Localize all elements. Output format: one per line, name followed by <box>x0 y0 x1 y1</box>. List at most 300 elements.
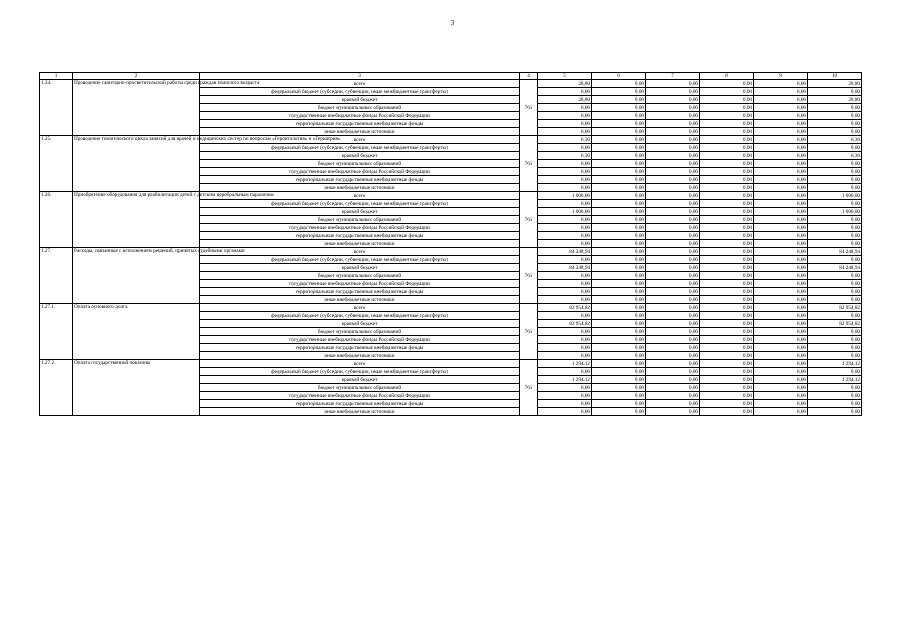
value-cell: 0,00 <box>700 112 754 120</box>
value-cell: 0,00 <box>700 344 754 352</box>
value-cell: 0,00 <box>538 328 592 336</box>
value-cell: 0,00 <box>700 392 754 400</box>
value-cell: 0,00 <box>592 136 646 144</box>
value-cell: 0,00 <box>754 104 808 112</box>
funding-source: государственные внебюджетные фонды Российской Федерации <box>200 392 520 400</box>
value-cell: 0,00 <box>808 288 862 296</box>
value-cell: 0,00 <box>700 200 754 208</box>
value-cell: 0,00 <box>592 296 646 304</box>
value-cell: 0,00 <box>700 240 754 248</box>
item-name: Оплата основного долга <box>73 304 200 360</box>
value-cell: 0,00 <box>646 312 700 320</box>
value-cell: 0,00 <box>646 200 700 208</box>
funding-source: бюджет муниципальных образований <box>200 104 520 112</box>
value-cell: 0,00 <box>646 224 700 232</box>
value-cell: 0,00 <box>808 256 862 264</box>
value-cell: 0,00 <box>538 408 592 416</box>
value-cell: 0,00 <box>592 144 646 152</box>
value-cell: 0,00 <box>646 272 700 280</box>
value-cell: 0,00 <box>808 224 862 232</box>
value-cell: 0,00 <box>538 232 592 240</box>
value-cell: 0,00 <box>754 408 808 416</box>
value-cell: 0,00 <box>754 240 808 248</box>
funding-source: федеральный бюджет (субсидии, субвенции, иные межбюджетные трансферты) <box>200 200 520 208</box>
value-cell: 0,00 <box>700 264 754 272</box>
value-cell: 0,00 <box>538 240 592 248</box>
value-cell: 0,00 <box>538 312 592 320</box>
value-cell: 0,00 <box>538 160 592 168</box>
value-cell: 0,00 <box>592 104 646 112</box>
value-cell: 0,00 <box>700 328 754 336</box>
value-cell: 0,00 <box>700 280 754 288</box>
funding-source: всего <box>200 248 520 256</box>
value-cell: 0,00 <box>592 88 646 96</box>
value-cell: 0,00 <box>700 320 754 328</box>
value-cell: 28,80 <box>808 80 862 88</box>
value-cell: 0,00 <box>808 168 862 176</box>
value-cell: 0,00 <box>538 344 592 352</box>
value-cell: 0,00 <box>538 120 592 128</box>
value-cell: 0,00 <box>538 280 592 288</box>
value-cell: 0,00 <box>808 232 862 240</box>
value-cell: 0,00 <box>538 296 592 304</box>
funding-source: бюджет муниципальных образований <box>200 216 520 224</box>
funding-source: территориальные государственные внебюджетные фонды <box>200 344 520 352</box>
value-cell: 0,00 <box>754 192 808 200</box>
value-cell: 6,30 <box>538 136 592 144</box>
value-cell: 0,00 <box>754 296 808 304</box>
value-cell: 6,30 <box>808 152 862 160</box>
funding-source: федеральный бюджет (субсидии, субвенции, иные межбюджетные трансферты) <box>200 88 520 96</box>
funding-source: федеральный бюджет (субсидии, субвенции, иные межбюджетные трансферты) <box>200 368 520 376</box>
value-cell: 0,00 <box>538 384 592 392</box>
value-cell: 1 294,12 <box>538 376 592 384</box>
kbk-code: 761 <box>520 192 538 248</box>
value-cell: 0,00 <box>592 216 646 224</box>
value-cell: 0,00 <box>592 80 646 88</box>
value-cell: 0,00 <box>646 328 700 336</box>
value-cell: 0,00 <box>700 288 754 296</box>
value-cell: 0,00 <box>592 152 646 160</box>
value-cell: 0,00 <box>754 272 808 280</box>
value-cell: 0,00 <box>592 280 646 288</box>
value-cell: 0,00 <box>754 112 808 120</box>
table-row <box>40 248 862 256</box>
value-cell: 0,00 <box>754 224 808 232</box>
funding-source: территориальные государственные внебюджетные фонды <box>200 120 520 128</box>
value-cell: 0,00 <box>754 200 808 208</box>
value-cell: 0,00 <box>754 88 808 96</box>
value-cell: 0,00 <box>646 176 700 184</box>
kbk-code: 761 <box>520 80 538 136</box>
value-cell: 0,00 <box>700 272 754 280</box>
value-cell: 0,00 <box>700 128 754 136</box>
value-cell: 0,00 <box>592 248 646 256</box>
value-cell: 0,00 <box>808 272 862 280</box>
item-code: 1.27.2. <box>40 360 73 416</box>
value-cell: 0,00 <box>754 256 808 264</box>
value-cell: 0,00 <box>700 376 754 384</box>
value-cell: 0,00 <box>700 184 754 192</box>
value-cell: 0,00 <box>808 384 862 392</box>
funding-source: всего <box>200 304 520 312</box>
table-row <box>40 304 862 312</box>
value-cell: 0,00 <box>646 360 700 368</box>
value-cell: 1 000,00 <box>808 192 862 200</box>
table-row <box>40 136 862 144</box>
value-cell: 0,00 <box>808 104 862 112</box>
kbk-code: 761 <box>520 136 538 192</box>
funding-source: всего <box>200 80 520 88</box>
value-cell: 6,30 <box>808 136 862 144</box>
value-cell: 0,00 <box>646 192 700 200</box>
value-cell: 0,00 <box>808 312 862 320</box>
item-name: Проведение санитарно-просветительской работы среди граждан пожилого возраста <box>73 80 200 136</box>
value-cell: 0,00 <box>592 160 646 168</box>
value-cell: 0,00 <box>538 352 592 360</box>
value-cell: 0,00 <box>646 136 700 144</box>
value-cell: 0,00 <box>808 176 862 184</box>
value-cell: 0,00 <box>592 368 646 376</box>
value-cell: 0,00 <box>538 168 592 176</box>
value-cell: 0,00 <box>700 224 754 232</box>
value-cell: 0,00 <box>592 384 646 392</box>
value-cell: 82 954,82 <box>808 304 862 312</box>
value-cell: 0,00 <box>700 120 754 128</box>
value-cell: 0,00 <box>646 320 700 328</box>
value-cell: 84 248,94 <box>538 264 592 272</box>
value-cell: 0,00 <box>700 352 754 360</box>
value-cell: 0,00 <box>646 88 700 96</box>
value-cell: 0,00 <box>754 328 808 336</box>
value-cell: 0,00 <box>592 168 646 176</box>
value-cell: 0,00 <box>592 264 646 272</box>
value-cell: 0,00 <box>754 376 808 384</box>
funding-source: бюджет муниципальных образований <box>200 328 520 336</box>
value-cell: 0,00 <box>592 224 646 232</box>
value-cell: 0,00 <box>700 216 754 224</box>
funding-source: бюджет муниципальных образований <box>200 272 520 280</box>
value-cell: 0,00 <box>592 184 646 192</box>
value-cell: 0,00 <box>646 152 700 160</box>
item-code: 1.26. <box>40 192 73 248</box>
value-cell: 0,00 <box>700 144 754 152</box>
value-cell: 0,00 <box>754 400 808 408</box>
item-name: Расходы, связанные с исполнением решений, принятых судебными органами <box>73 248 200 304</box>
value-cell: 0,00 <box>808 392 862 400</box>
value-cell: 0,00 <box>538 272 592 280</box>
value-cell: 0,00 <box>700 152 754 160</box>
value-cell: 1 294,12 <box>538 360 592 368</box>
value-cell: 0,00 <box>538 288 592 296</box>
value-cell: 0,00 <box>754 96 808 104</box>
value-cell: 0,00 <box>592 112 646 120</box>
value-cell: 0,00 <box>646 296 700 304</box>
funding-source: всего <box>200 192 520 200</box>
column-header: 10 <box>808 73 862 80</box>
value-cell: 0,00 <box>754 184 808 192</box>
value-cell: 0,00 <box>700 256 754 264</box>
item-code: 1.24. <box>40 80 73 136</box>
value-cell: 0,00 <box>592 392 646 400</box>
value-cell: 0,00 <box>754 208 808 216</box>
value-cell: 82 954,82 <box>538 304 592 312</box>
value-cell: 0,00 <box>646 80 700 88</box>
funding-source: федеральный бюджет (субсидии, субвенции, иные межбюджетные трансферты) <box>200 256 520 264</box>
value-cell: 0,00 <box>646 184 700 192</box>
value-cell: 0,00 <box>754 232 808 240</box>
value-cell: 0,00 <box>592 232 646 240</box>
value-cell: 0,00 <box>646 408 700 416</box>
value-cell: 0,00 <box>808 184 862 192</box>
value-cell: 0,00 <box>808 328 862 336</box>
value-cell: 0,00 <box>646 280 700 288</box>
funding-source: государственные внебюджетные фонды Российской Федерации <box>200 112 520 120</box>
value-cell: 0,00 <box>700 136 754 144</box>
value-cell: 0,00 <box>538 400 592 408</box>
value-cell: 0,00 <box>538 216 592 224</box>
funding-source: территориальные государственные внебюджетные фонды <box>200 176 520 184</box>
funding-source: краевой бюджет <box>200 152 520 160</box>
value-cell: 0,00 <box>592 128 646 136</box>
value-cell: 0,00 <box>538 392 592 400</box>
value-cell: 0,00 <box>700 312 754 320</box>
funding-source: иные внебюджетные источники <box>200 352 520 360</box>
value-cell: 0,00 <box>538 336 592 344</box>
value-cell: 84 248,94 <box>808 264 862 272</box>
value-cell: 0,00 <box>808 144 862 152</box>
value-cell: 0,00 <box>592 272 646 280</box>
value-cell: 0,00 <box>700 384 754 392</box>
funding-source: федеральный бюджет (субсидии, субвенции, иные межбюджетные трансферты) <box>200 312 520 320</box>
value-cell: 0,00 <box>646 400 700 408</box>
value-cell: 0,00 <box>646 96 700 104</box>
value-cell: 0,00 <box>646 376 700 384</box>
value-cell: 0,00 <box>646 368 700 376</box>
funding-source: иные внебюджетные источники <box>200 240 520 248</box>
budget-table <box>39 72 862 416</box>
value-cell: 0,00 <box>700 176 754 184</box>
value-cell: 0,00 <box>592 312 646 320</box>
value-cell: 0,00 <box>700 296 754 304</box>
value-cell: 6,30 <box>538 152 592 160</box>
value-cell: 0,00 <box>700 80 754 88</box>
column-header: 3 <box>200 73 520 80</box>
item-code: 1.27. <box>40 248 73 304</box>
funding-source: государственные внебюджетные фонды Российской Федерации <box>200 280 520 288</box>
value-cell: 0,00 <box>646 216 700 224</box>
table-row <box>40 80 862 88</box>
value-cell: 0,00 <box>646 256 700 264</box>
value-cell: 0,00 <box>754 352 808 360</box>
value-cell: 0,00 <box>808 352 862 360</box>
value-cell: 0,00 <box>754 392 808 400</box>
value-cell: 0,00 <box>754 80 808 88</box>
column-header: 1 <box>40 73 73 80</box>
value-cell: 0,00 <box>538 88 592 96</box>
value-cell: 0,00 <box>592 408 646 416</box>
value-cell: 82 954,82 <box>808 320 862 328</box>
value-cell: 1 000,00 <box>808 208 862 216</box>
table-row <box>40 360 862 368</box>
value-cell: 0,00 <box>592 328 646 336</box>
item-code: 1.27.1. <box>40 304 73 360</box>
value-cell: 0,00 <box>808 88 862 96</box>
value-cell: 0,00 <box>646 232 700 240</box>
value-cell: 0,00 <box>808 200 862 208</box>
funding-source: территориальные государственные внебюджетные фонды <box>200 400 520 408</box>
funding-source: краевой бюджет <box>200 208 520 216</box>
value-cell: 0,00 <box>538 184 592 192</box>
value-cell: 0,00 <box>646 144 700 152</box>
value-cell: 0,00 <box>808 120 862 128</box>
value-cell: 0,00 <box>646 112 700 120</box>
value-cell: 0,00 <box>808 400 862 408</box>
value-cell: 0,00 <box>646 208 700 216</box>
value-cell: 0,00 <box>700 304 754 312</box>
item-name: Проведение тематического цикла занятий для врачей и медицинских сестер по вопросам «Геронтология» и «Гериатрия» <box>73 136 200 192</box>
value-cell: 0,00 <box>754 152 808 160</box>
funding-source: бюджет муниципальных образований <box>200 160 520 168</box>
value-cell: 0,00 <box>700 248 754 256</box>
column-header: 9 <box>754 73 808 80</box>
value-cell: 0,00 <box>700 408 754 416</box>
value-cell: 0,00 <box>808 240 862 248</box>
value-cell: 0,00 <box>754 176 808 184</box>
value-cell: 0,00 <box>754 120 808 128</box>
value-cell: 0,00 <box>754 368 808 376</box>
funding-source: государственные внебюджетные фонды Российской Федерации <box>200 336 520 344</box>
funding-source: краевой бюджет <box>200 264 520 272</box>
value-cell: 0,00 <box>700 160 754 168</box>
value-cell: 0,00 <box>592 336 646 344</box>
funding-source: территориальные государственные внебюджетные фонды <box>200 288 520 296</box>
value-cell: 0,00 <box>754 216 808 224</box>
kbk-code: 761 <box>520 304 538 360</box>
value-cell: 0,00 <box>592 200 646 208</box>
value-cell: 0,00 <box>646 384 700 392</box>
value-cell: 0,00 <box>646 344 700 352</box>
value-cell: 0,00 <box>592 376 646 384</box>
value-cell: 0,00 <box>808 336 862 344</box>
value-cell: 0,00 <box>700 208 754 216</box>
value-cell: 0,00 <box>538 128 592 136</box>
value-cell: 1 294,12 <box>808 360 862 368</box>
value-cell: 84 248,94 <box>808 248 862 256</box>
funding-source: иные внебюджетные источники <box>200 184 520 192</box>
value-cell: 0,00 <box>538 256 592 264</box>
funding-source: краевой бюджет <box>200 96 520 104</box>
value-cell: 0,00 <box>700 192 754 200</box>
value-cell: 0,00 <box>808 408 862 416</box>
column-header: 4 <box>520 73 538 80</box>
value-cell: 0,00 <box>754 336 808 344</box>
table-body <box>40 80 862 416</box>
value-cell: 0,00 <box>808 160 862 168</box>
value-cell: 0,00 <box>754 344 808 352</box>
value-cell: 0,00 <box>646 264 700 272</box>
value-cell: 0,00 <box>808 296 862 304</box>
funding-source: всего <box>200 136 520 144</box>
value-cell: 1 294,12 <box>808 376 862 384</box>
funding-source: территориальные государственные внебюджетные фонды <box>200 232 520 240</box>
value-cell: 0,00 <box>700 88 754 96</box>
value-cell: 0,00 <box>754 136 808 144</box>
column-header: 2 <box>73 73 200 80</box>
funding-source: государственные внебюджетные фонды Российской Федерации <box>200 224 520 232</box>
value-cell: 0,00 <box>538 200 592 208</box>
funding-source: иные внебюджетные источники <box>200 128 520 136</box>
value-cell: 0,00 <box>754 304 808 312</box>
value-cell: 0,00 <box>700 360 754 368</box>
funding-source: краевой бюджет <box>200 320 520 328</box>
value-cell: 0,00 <box>754 264 808 272</box>
value-cell: 0,00 <box>754 168 808 176</box>
value-cell: 0,00 <box>592 304 646 312</box>
value-cell: 0,00 <box>538 112 592 120</box>
value-cell: 0,00 <box>808 280 862 288</box>
kbk-code: 761 <box>520 248 538 304</box>
value-cell: 0,00 <box>700 400 754 408</box>
funding-source: всего <box>200 360 520 368</box>
funding-source: федеральный бюджет (субсидии, субвенции, иные межбюджетные трансферты) <box>200 144 520 152</box>
item-code: 1.25. <box>40 136 73 192</box>
value-cell: 0,00 <box>754 320 808 328</box>
item-name: Приобретение оборудования для реабилитации детей с детским церебральным параличом <box>73 192 200 248</box>
funding-source: иные внебюджетные источники <box>200 408 520 416</box>
value-cell: 0,00 <box>592 400 646 408</box>
value-cell: 0,00 <box>808 216 862 224</box>
page-number: 3 <box>450 19 455 27</box>
value-cell: 0,00 <box>700 168 754 176</box>
value-cell: 0,00 <box>646 168 700 176</box>
value-cell: 0,00 <box>592 320 646 328</box>
value-cell: 0,00 <box>754 312 808 320</box>
value-cell: 0,00 <box>646 352 700 360</box>
column-header: 5 <box>538 73 592 80</box>
value-cell: 0,00 <box>646 248 700 256</box>
value-cell: 0,00 <box>700 368 754 376</box>
value-cell: 0,00 <box>538 224 592 232</box>
value-cell: 0,00 <box>700 104 754 112</box>
value-cell: 28,80 <box>808 96 862 104</box>
value-cell: 0,00 <box>592 192 646 200</box>
value-cell: 0,00 <box>754 360 808 368</box>
column-header: 8 <box>700 73 754 80</box>
value-cell: 0,00 <box>646 128 700 136</box>
value-cell: 0,00 <box>754 288 808 296</box>
column-header: 6 <box>592 73 646 80</box>
value-cell: 0,00 <box>646 304 700 312</box>
value-cell: 1 000,00 <box>538 208 592 216</box>
value-cell: 0,00 <box>754 128 808 136</box>
value-cell: 0,00 <box>754 384 808 392</box>
value-cell: 0,00 <box>646 288 700 296</box>
value-cell: 0,00 <box>754 144 808 152</box>
value-cell: 0,00 <box>592 176 646 184</box>
column-header: 7 <box>646 73 700 80</box>
value-cell: 0,00 <box>592 120 646 128</box>
value-cell: 0,00 <box>808 344 862 352</box>
value-cell: 0,00 <box>538 368 592 376</box>
value-cell: 0,00 <box>592 256 646 264</box>
value-cell: 0,00 <box>700 336 754 344</box>
value-cell: 0,00 <box>754 160 808 168</box>
value-cell: 0,00 <box>808 128 862 136</box>
value-cell: 0,00 <box>538 144 592 152</box>
item-name: Оплата государственной пошлины <box>73 360 200 416</box>
funding-source: бюджет муниципальных образований <box>200 384 520 392</box>
